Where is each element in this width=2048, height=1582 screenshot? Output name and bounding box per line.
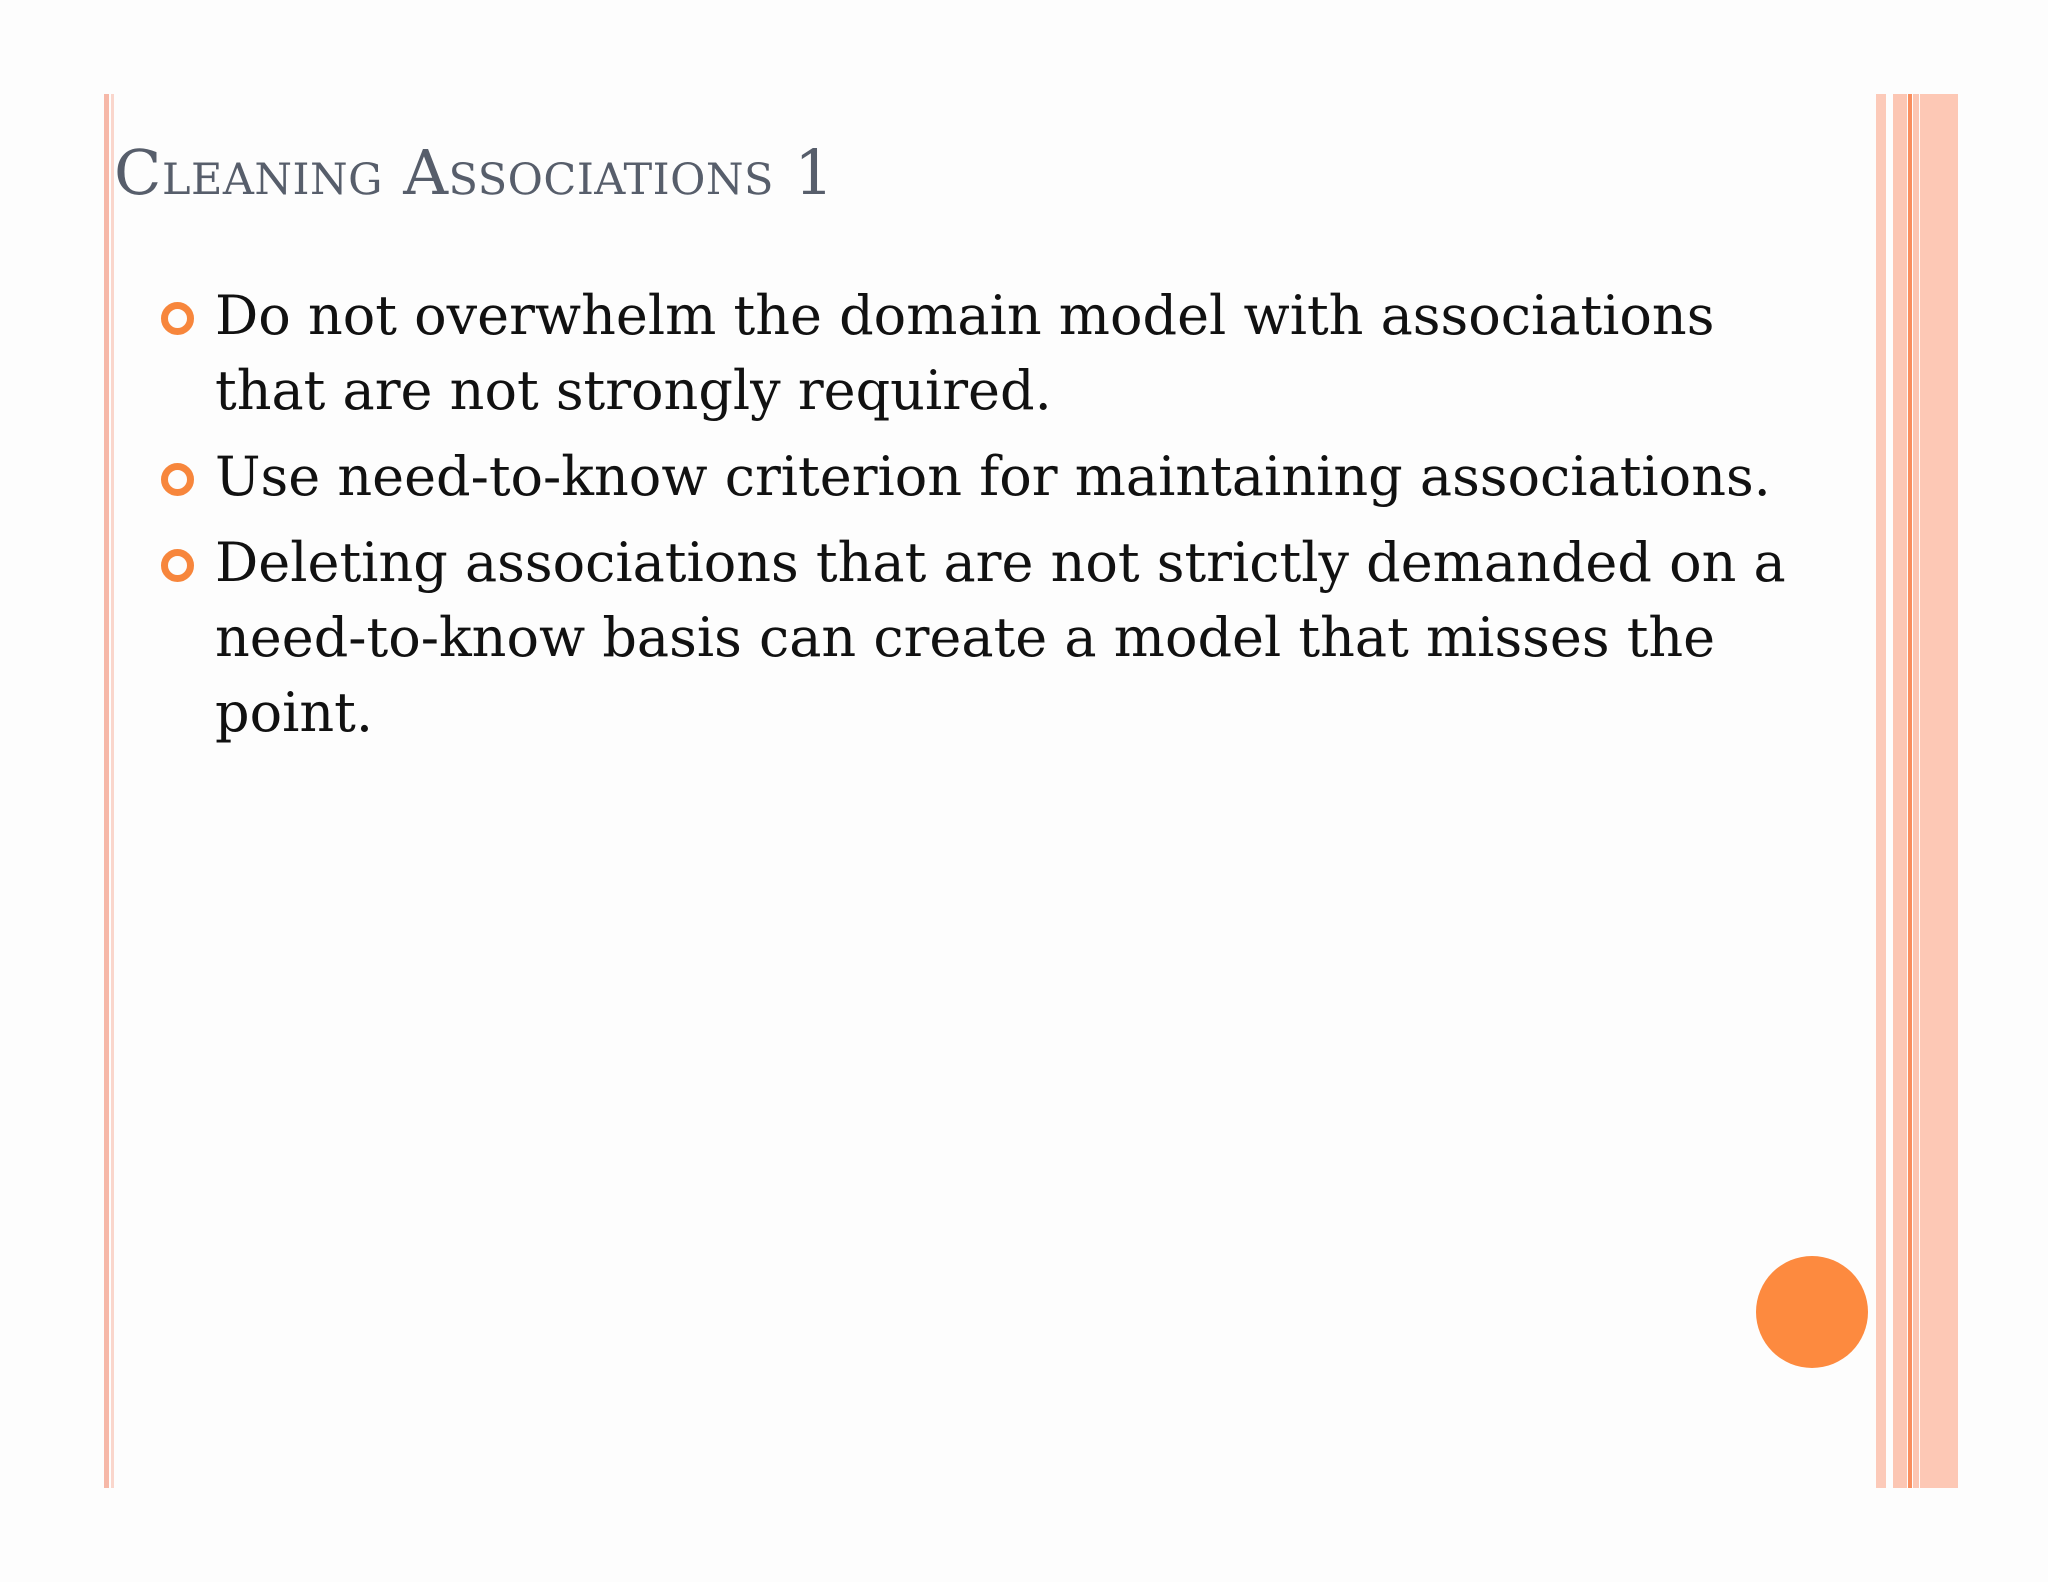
left-decorative-stripe-light [111, 94, 114, 1488]
left-decorative-stripe [104, 94, 109, 1488]
right-decorative-stripe-3 [1908, 94, 1912, 1488]
bullet-item [160, 525, 1800, 750]
right-decorative-stripe-1 [1876, 94, 1886, 1488]
slide-title: Cleaning Associations 1 [114, 136, 835, 209]
right-decorative-stripe-5 [1920, 94, 1958, 1488]
hollow-circle-bullet-icon [161, 463, 194, 496]
bullet-item [160, 278, 1800, 428]
orange-circle-icon [1756, 1256, 1868, 1368]
bullet-item [160, 439, 1800, 514]
right-decorative-stripe-2 [1893, 94, 1907, 1488]
bullet-list [160, 278, 1800, 761]
bullet-text: Do not overwhelm the domain model with associations that are not strongly required. [215, 284, 1715, 422]
right-decorative-stripe-4 [1913, 94, 1919, 1488]
hollow-circle-bullet-icon [161, 549, 194, 582]
bullet-text: Deleting associations that are not strictly demanded on a need-to-know basis can create a model that misses the point. [215, 531, 1786, 744]
hollow-circle-bullet-icon [161, 302, 194, 335]
bullet-text: Use need-to-know criterion for maintaining associations. [215, 445, 1771, 508]
